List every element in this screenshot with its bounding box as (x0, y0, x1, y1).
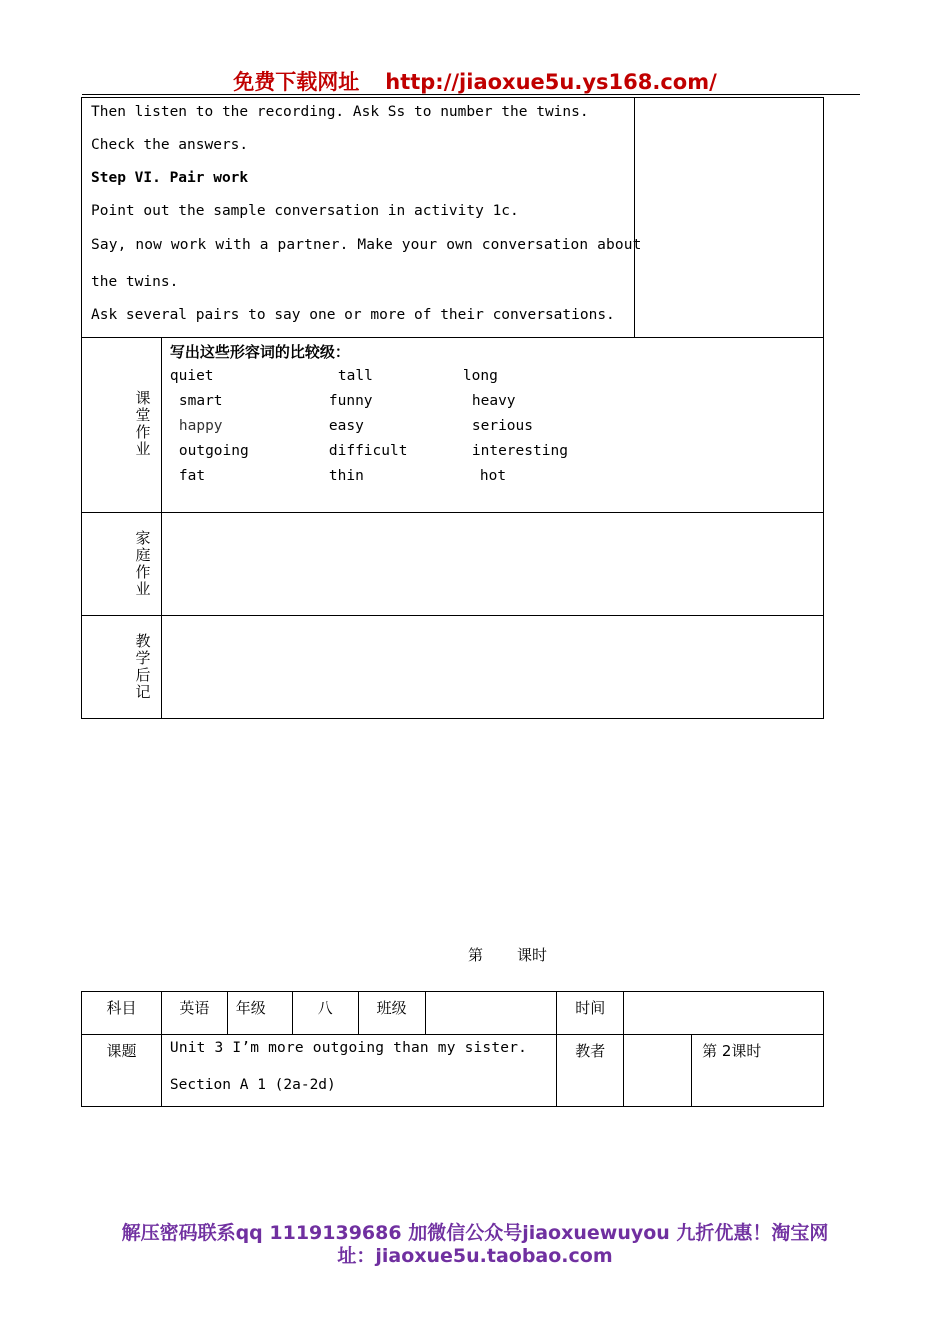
adjective-word: outgoing (178, 443, 249, 459)
classwork-row (82, 338, 824, 513)
reflection-row (82, 616, 824, 719)
procedure-line: Ask several pairs to say one or more of their conversations. (91, 307, 615, 323)
classwork-label-cell (82, 338, 162, 513)
subject-label: 科目 (82, 992, 162, 1035)
adjective-word: hot (479, 468, 507, 484)
class-value (425, 992, 557, 1035)
info-row-1 (82, 992, 824, 1035)
reflection-content-cell (161, 616, 823, 719)
classwork-title: 写出这些形容词的比较级： (169, 343, 350, 361)
classwork-label: 课堂作业 (135, 389, 151, 458)
procedure-line: Then listen to the recording. Ask Ss to number the twins. (91, 104, 589, 120)
notes-cell (635, 98, 824, 338)
time-value (624, 992, 824, 1035)
adjective-word: long (462, 368, 498, 384)
homework-row (82, 513, 824, 616)
period-label: 第 2课时 (692, 1035, 824, 1107)
classwork-content-cell (161, 338, 823, 513)
adjective-word: thin (328, 468, 364, 484)
lesson-plan-table (81, 97, 824, 719)
adjective-word: heavy (471, 393, 516, 409)
info-row-2 (82, 1035, 824, 1107)
lesson-info-table (81, 991, 824, 1107)
topic-label: 课题 (82, 1035, 162, 1107)
topic-cell (161, 1035, 556, 1107)
reflection-label-cell (82, 616, 162, 719)
adjective-word: serious (471, 418, 533, 434)
step-heading: Step VI. Pair work (91, 170, 249, 186)
header-rule (82, 94, 860, 95)
adjective-word: quiet (169, 368, 214, 384)
topic-title: Unit 3 I’m more outgoing than my sister. (169, 1040, 528, 1056)
homework-label-cell (82, 513, 162, 616)
homework-label: 家庭作业 (135, 529, 151, 598)
procedure-row (82, 98, 824, 338)
adjective-word: funny (328, 393, 373, 409)
time-label: 时间 (557, 992, 624, 1035)
adjective-word: happy (178, 418, 223, 434)
adjective-word: fat (178, 468, 206, 484)
class-label: 班级 (358, 992, 425, 1035)
lesson-suffix: 课时 (517, 946, 548, 964)
procedure-line: Point out the sample conversation in activity 1c. (91, 203, 519, 219)
subject-value: 英语 (161, 992, 227, 1035)
procedure-cell (82, 98, 642, 338)
procedure-line: the twins. (91, 274, 179, 290)
adjective-word: tall (337, 368, 373, 384)
footer-line-1: 解压密码联系qq 1119139686 加微信公众号jiaoxuewuyou 九折优惠！淘宝网 (121, 1222, 829, 1244)
teacher-label: 教者 (557, 1035, 624, 1107)
procedure-line: Check the answers. (91, 137, 249, 153)
teacher-value (624, 1035, 692, 1107)
header-label: 免费下载网址 (233, 70, 360, 94)
header-url[interactable]: http://jiaoxue5u.ys168.com/ (385, 70, 717, 94)
lesson-prefix: 第 (468, 946, 484, 964)
header-banner (0, 66, 950, 96)
reflection-label: 教学后记 (135, 632, 151, 701)
adjective-word: difficult (328, 443, 408, 459)
homework-content-cell (161, 513, 823, 616)
procedure-line: Say, now work with a partner. Make your own conversation about (91, 237, 642, 253)
grade-label: 年级 (227, 992, 292, 1035)
lesson-marker (468, 944, 547, 965)
adjective-word: interesting (471, 443, 568, 459)
footer-line-2: 址：jiaoxue5u.taobao.com (337, 1245, 613, 1267)
topic-section: Section A 1 (2a-2d) (169, 1077, 336, 1093)
adjective-word: easy (328, 418, 364, 434)
adjective-word: smart (178, 393, 223, 409)
grade-value: 八 (292, 992, 358, 1035)
